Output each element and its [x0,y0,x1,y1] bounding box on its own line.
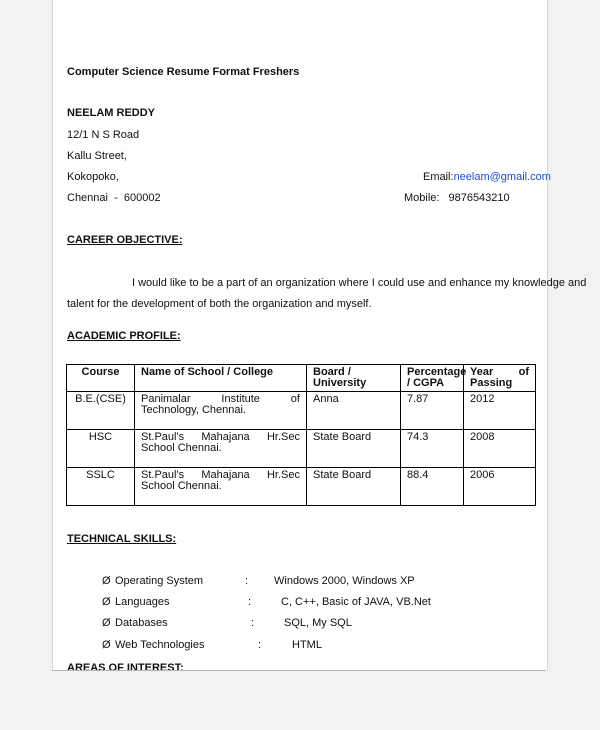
career-objective-heading: CAREER OBJECTIVE: [67,234,183,246]
skill-value: Windows 2000, Windows XP [274,575,415,587]
column-header-board: Board / University [307,365,401,392]
skill-label: Databases [115,617,168,629]
academic-profile-table [66,364,536,506]
email-label: Email: [423,171,454,183]
address-line-4: Chennai - 600002 [67,192,161,204]
career-objective-line-2: talent for the development of both the organization and myself. [67,298,372,310]
areas-of-interest-clip [67,662,267,670]
skill-item [0,596,600,610]
cell-board: Anna [307,392,401,430]
address-line-1: 12/1 N S Road [67,129,140,141]
skill-label: Operating System [115,575,204,587]
bullet-arrow-icon: Ø [102,596,111,608]
skill-separator: : [251,617,255,629]
email-row [423,171,551,184]
column-header-percentage: Percentage / CGPA [401,365,464,392]
cell-school: St.Paul's Mahajana Hr.Sec School Chennai. [135,430,307,468]
skill-value: HTML [292,639,322,651]
column-header-course: Course [67,365,135,392]
skill-label: Languages [115,596,170,608]
skill-value: SQL, My SQL [284,617,352,629]
cell-board: State Board [307,430,401,468]
cell-year: 2012 [464,392,536,430]
skill-separator: : [258,639,262,651]
bullet-arrow-icon: Ø [102,617,111,629]
cell-percentage: 88.4 [401,468,464,506]
mobile-value: 9876543210 [448,192,510,204]
cell-course: SSLC [67,468,135,506]
skill-value: C, C++, Basic of JAVA, VB.Net [281,596,431,608]
bullet-arrow-icon: Ø [102,639,111,651]
address-line-3: Kokopoko, [67,171,119,183]
skill-item [0,575,600,589]
table-header-row [67,365,536,392]
academic-profile-heading: ACADEMIC PROFILE: [67,330,181,342]
cell-percentage: 74.3 [401,430,464,468]
skill-item [0,639,600,653]
areas-of-interest-heading: AREAS OF INTEREST: [67,662,184,670]
column-header-year: Year of Passing [464,365,536,392]
career-objective-line-1: I would like to be a part of an organization where I could use and enhance my knowledge and [132,277,587,289]
cell-percentage: 7.87 [401,392,464,430]
cell-school: St.Paul's Mahajana Hr.Sec School Chennai. [135,468,307,506]
cell-school: Panimalar Institute of Technology, Chennai. [135,392,307,430]
cell-year: 2006 [464,468,536,506]
skill-separator: : [245,575,249,587]
table-row [67,468,536,506]
skill-separator: : [248,596,252,608]
cell-course: HSC [67,430,135,468]
table-row [67,430,536,468]
email-link[interactable]: neelam@gmail.com [453,171,551,183]
cell-board: State Board [307,468,401,506]
table-row [67,392,536,430]
cell-year: 2008 [464,430,536,468]
skill-item [0,617,600,631]
page-break-line [52,670,546,671]
document-title: Computer Science Resume Format Freshers [67,66,300,78]
mobile-row [404,192,510,205]
skill-label: Web Technologies [115,639,205,651]
bullet-arrow-icon: Ø [102,575,111,587]
candidate-name: NEELAM REDDY [67,107,156,119]
mobile-label: Mobile: [404,192,440,204]
column-header-school: Name of School / College [135,365,307,392]
technical-skills-heading: TECHNICAL SKILLS: [67,533,177,545]
address-line-2: Kallu Street, [67,150,127,162]
cell-course: B.E.(CSE) [67,392,135,430]
